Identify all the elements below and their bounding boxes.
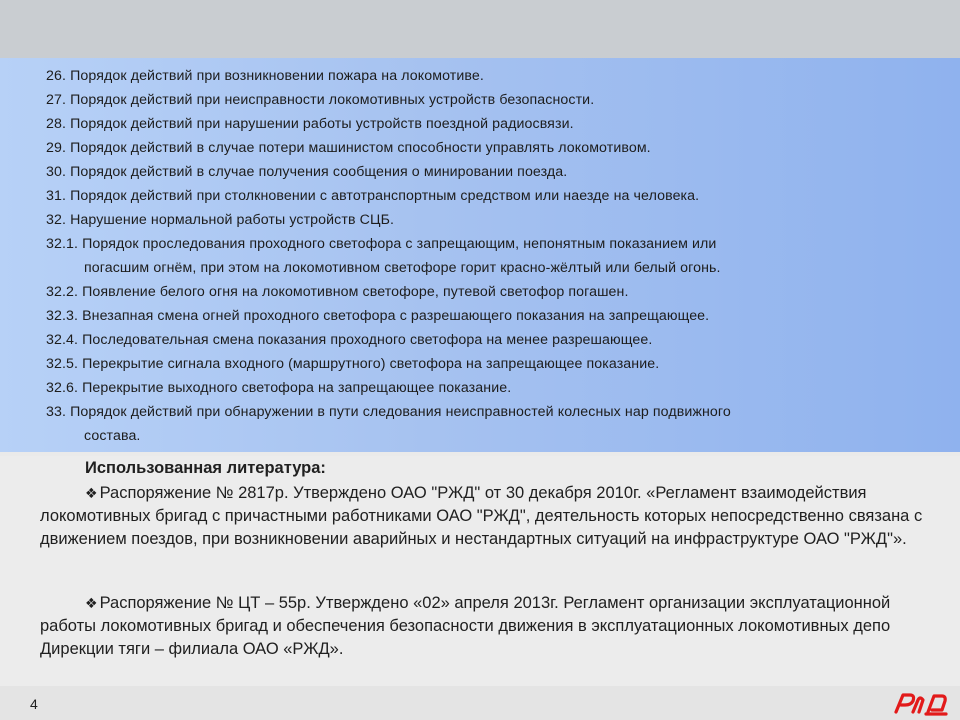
literature-entry [40, 592, 940, 661]
list-item [0, 280, 960, 304]
list-item [0, 160, 960, 184]
item-number: 32. [46, 212, 67, 228]
list-item [0, 136, 960, 160]
item-number: 26. [46, 68, 67, 84]
item-number: 32.1. [46, 236, 79, 252]
list-item [0, 352, 960, 376]
item-text: Порядок действий при обнаружении в пути следования неисправностей колесных нар подвижного [66, 404, 731, 420]
item-text: Появление белого огня на локомотивном светофоре, путевой светофор погашен. [78, 284, 629, 300]
literature-title: Использованная литература: [85, 459, 326, 477]
item-text: Порядок действий при неисправности локомотивных устройств безопасности. [66, 92, 595, 108]
list-item [0, 376, 960, 400]
item-number: 32.6. [46, 380, 79, 396]
list-item [0, 208, 960, 232]
item-number: 32.5. [46, 356, 79, 372]
list-item [0, 88, 960, 112]
diamond-bullet-icon: ❖ [85, 485, 98, 501]
item-text: Порядок действий в случае получения сообщения о минировании поезда. [66, 164, 568, 180]
item-continuation: погасшим огнём, при этом на локомотивном светофоре горит красно-жёлтый или белый огонь. [84, 260, 721, 276]
rzd-logo-icon [892, 690, 950, 716]
item-text: Последовательная смена показания проходного светофора на менее разрешающее. [78, 332, 653, 348]
literature-entry-rest: эксплуатационной работы локомотивных бригад и обеспечения безопасности движения в эксплуатационных локомотивных депо Дирекции тяги – филиала ОАО «РЖД». [40, 594, 891, 658]
list-item [0, 184, 960, 208]
item-text: Перекрытие сигнала входного (маршрутного) светофора на запрещающее показание. [78, 356, 660, 372]
list-item [0, 64, 960, 88]
topics-list [0, 64, 960, 448]
item-text: Порядок действий при столкновении с автотранспортным средством или наезде на человека. [66, 188, 700, 204]
list-item [0, 304, 960, 328]
item-text: Порядок действий в случае потери машинистом способности управлять локомотивом. [66, 140, 651, 156]
literature-entry [40, 482, 940, 551]
list-item [0, 232, 960, 280]
literature-entry-rest: взаимодействия локомотивных бригад с причастными работниками ОАО "РЖД", деятельность которых непосредственно связана с движением поездов, при возникновении аварийных и нестандартных ситуаций на инфраструктуре ОАО "РЖД"». [40, 484, 923, 548]
page-number: 4 [30, 696, 38, 712]
diamond-bullet-icon: ❖ [85, 595, 98, 611]
top-bar [0, 0, 960, 58]
item-number: 29. [46, 140, 67, 156]
item-text: Внезапная смена огней проходного светофора с разрешающего показания на запрещающее. [78, 308, 710, 324]
item-number: 31. [46, 188, 67, 204]
item-continuation: состава. [84, 428, 141, 444]
list-item [0, 400, 960, 448]
item-text: Нарушение нормальной работы устройств СЦБ. [66, 212, 395, 228]
item-text: Перекрытие выходного светофора на запрещающее показание. [78, 380, 512, 396]
item-number: 28. [46, 116, 67, 132]
literature-entry-first-line: Распоряжение № 2817р. Утверждено ОАО "РЖД" от 30 декабря 2010г. «Регламент [99, 484, 737, 502]
literature-entry-first-line: Распоряжение № ЦТ – 55р. Утверждено «02» апреля 2013г. Регламент организации [99, 594, 746, 612]
item-number: 32.2. [46, 284, 79, 300]
item-number: 32.3. [46, 308, 79, 324]
item-number: 30. [46, 164, 67, 180]
item-number: 33. [46, 404, 67, 420]
item-text: Порядок действий при возникновении пожара на локомотиве. [66, 68, 484, 84]
item-text: Порядок действий при нарушении работы устройств поездной радиосвязи. [66, 116, 574, 132]
item-number: 27. [46, 92, 67, 108]
footer [0, 686, 960, 720]
list-item [0, 112, 960, 136]
item-text: Порядок проследования проходного светофора с запрещающим, непонятным показанием или [78, 236, 717, 252]
item-number: 32.4. [46, 332, 79, 348]
list-item [0, 328, 960, 352]
